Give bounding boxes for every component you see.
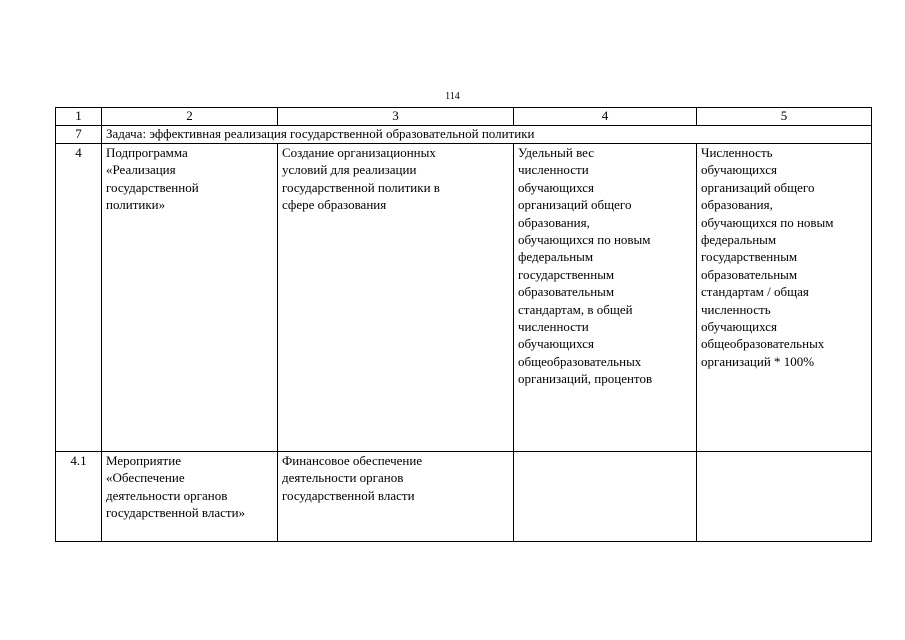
- program-table: [55, 107, 872, 542]
- header-cell-4: 4: [514, 108, 697, 126]
- indicator-text: [514, 452, 697, 542]
- task-row: [56, 126, 872, 144]
- measure-name: Мероприятие «Обеспечение деятельности органов государственной власти»: [102, 452, 278, 542]
- table-row: [56, 144, 872, 452]
- header-cell-1: 1: [56, 108, 102, 126]
- task-text: Задача: эффективная реализация государственной образовательной политики: [102, 126, 872, 144]
- goal-text: Финансовое обеспечение деятельности органов государственной власти: [278, 452, 514, 542]
- row-number: 4.1: [56, 452, 102, 542]
- goal-text: Создание организационных условий для реализации государственной политики в сфере образования: [278, 144, 514, 452]
- row-number: 4: [56, 144, 102, 452]
- page-number: 114: [445, 91, 460, 102]
- task-number: 7: [56, 126, 102, 144]
- indicator-text: Удельный вес численности обучающихся организаций общего образования, обучающихся по новым федеральным государственным образовательным стандартам, в общей численности обучающихся общеобразовательных организаций, процентов: [514, 144, 697, 452]
- table-row: [56, 452, 872, 542]
- header-cell-5: 5: [697, 108, 872, 126]
- table-header-row: [56, 108, 872, 126]
- formula-text: [697, 452, 872, 542]
- formula-text: Численность обучающихся организаций общего образования, обучающихся по новым федеральным государственным образовательным стандартам / общая численность обучающихся общеобразовательных организаций * 100%: [697, 144, 872, 452]
- subprogram-name: Подпрограмма «Реализация государственной политики»: [102, 144, 278, 452]
- header-cell-3: 3: [278, 108, 514, 126]
- header-cell-2: 2: [102, 108, 278, 126]
